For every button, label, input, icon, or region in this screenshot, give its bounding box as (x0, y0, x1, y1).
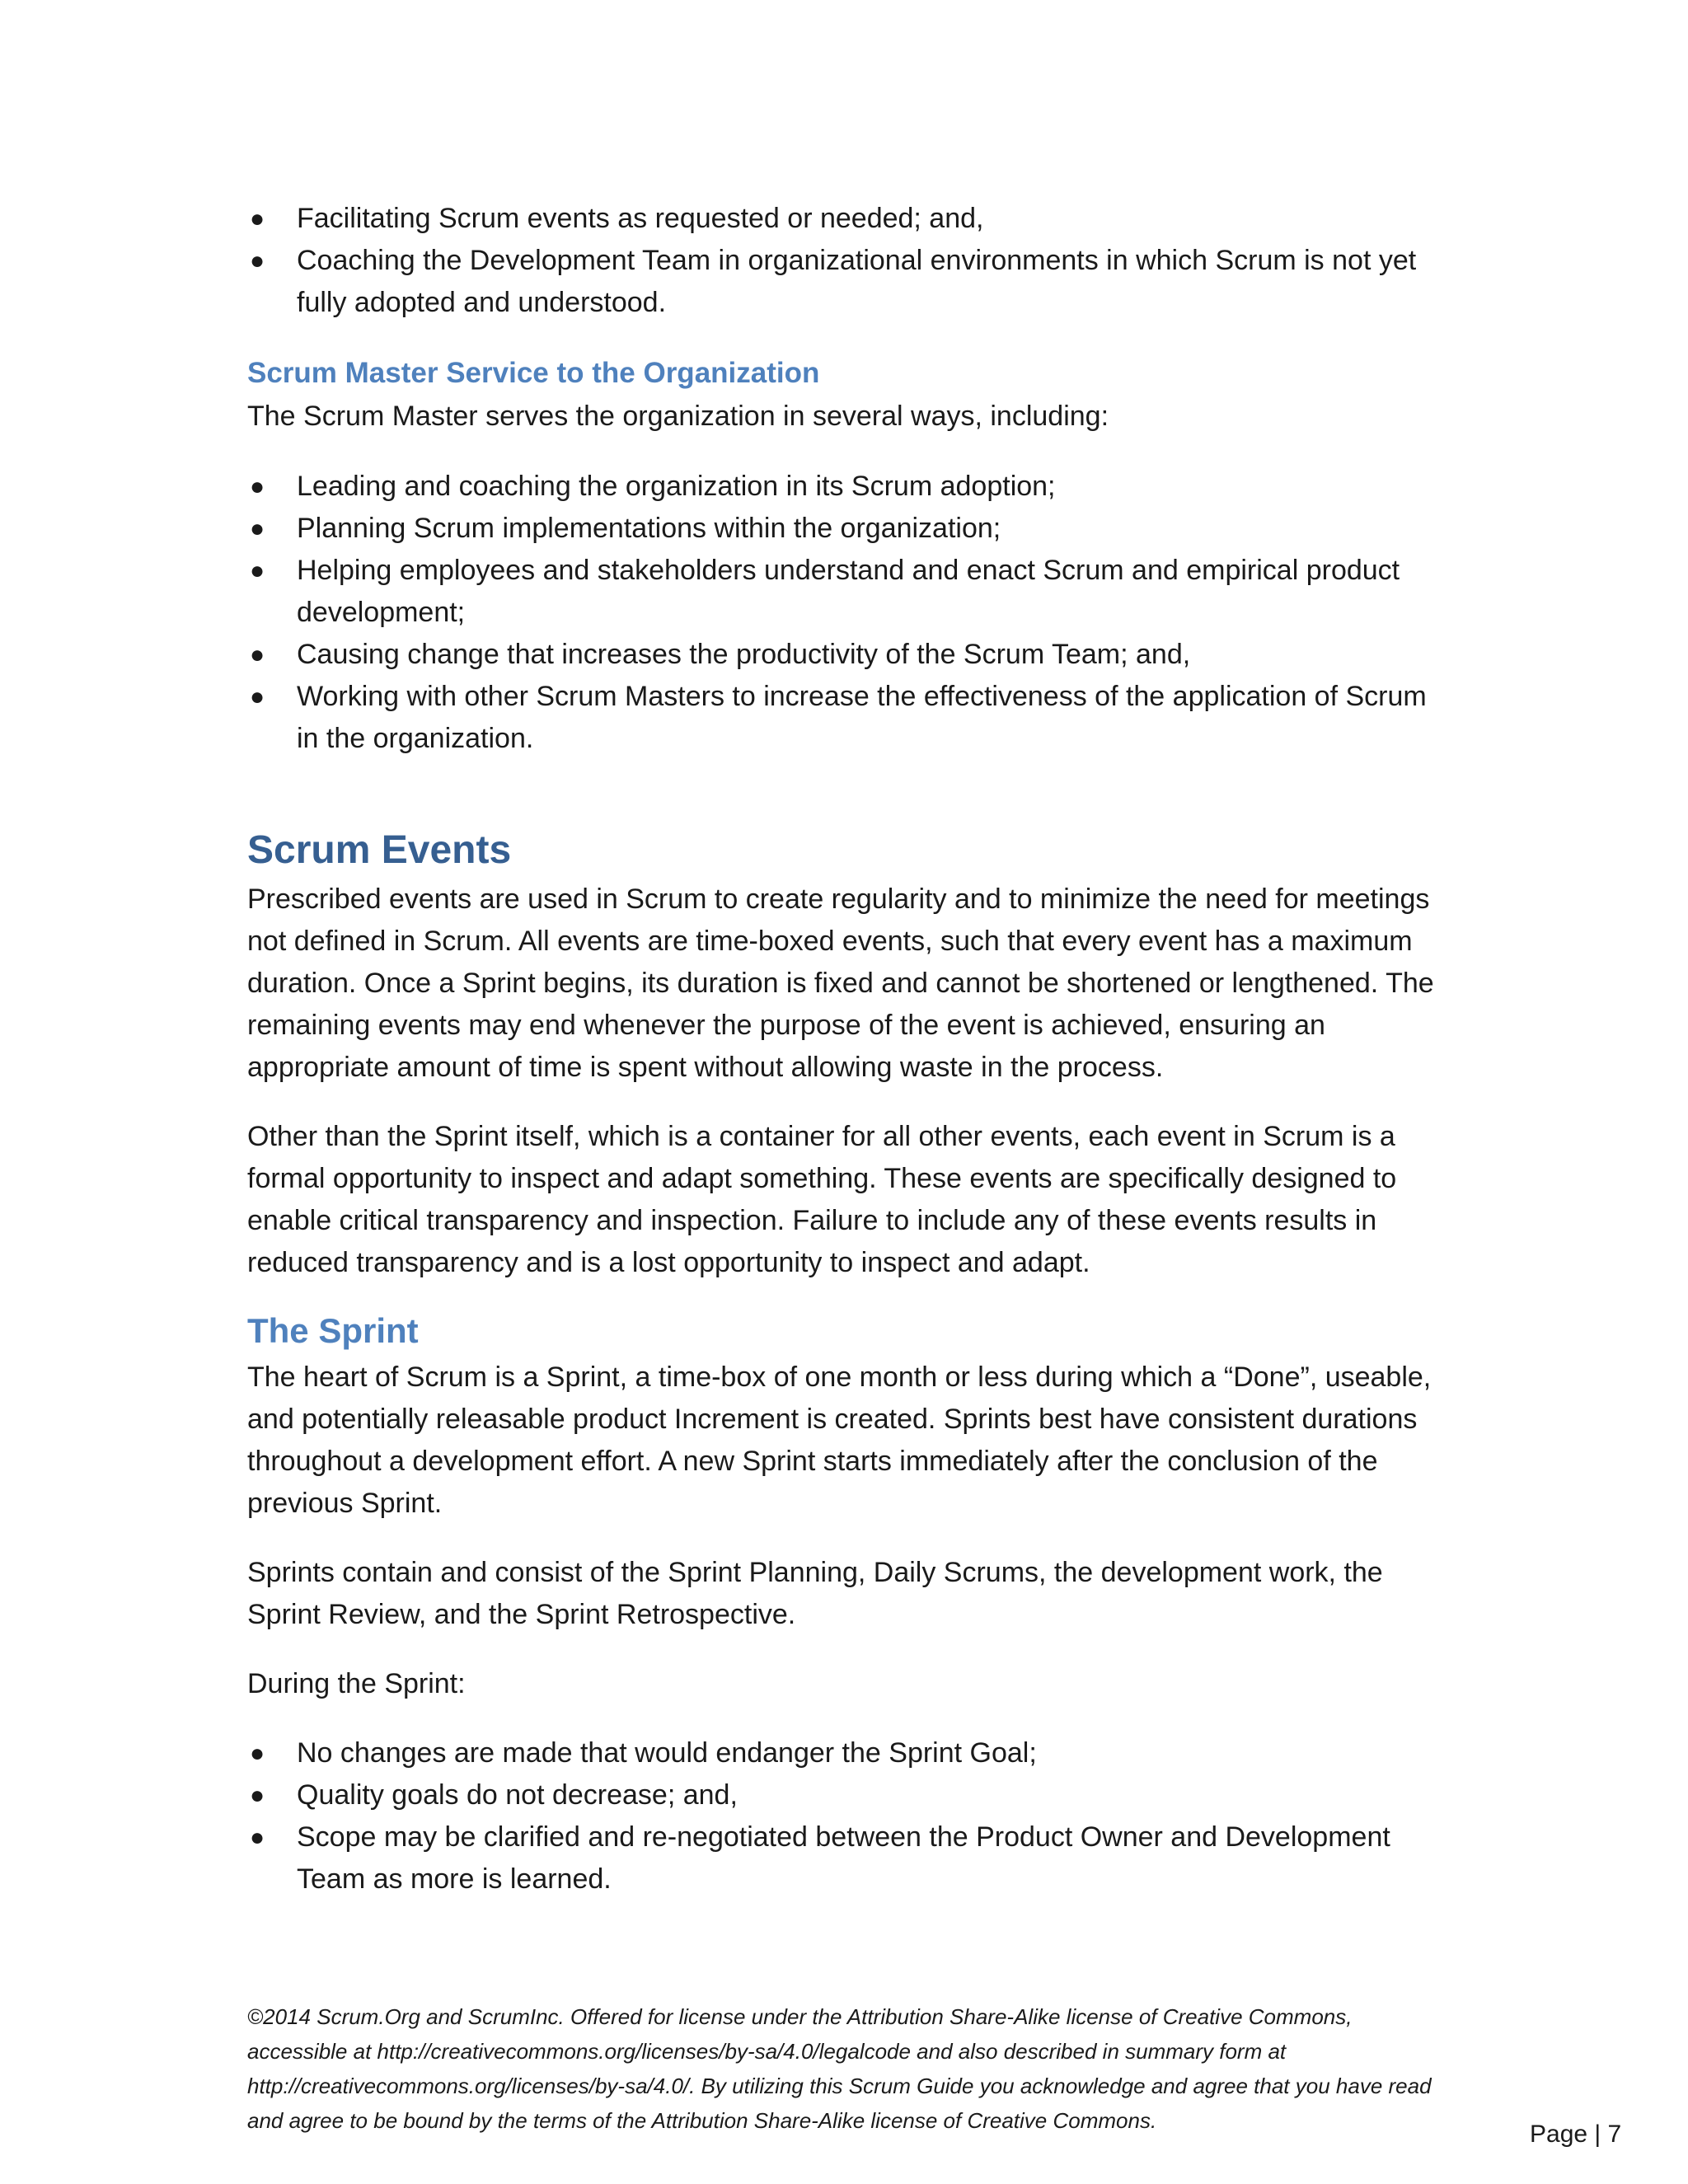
sprint-paragraph-3: During the Sprint: (247, 1668, 466, 1699)
bullet-icon: ● (249, 1782, 265, 1809)
page-content (247, 198, 1451, 1900)
bullet-icon: ● (249, 1740, 265, 1767)
org-service-heading: Scrum Master Service to the Organization (247, 357, 820, 389)
list-item: ● Working with other Scrum Masters to increase the effectiveness of the application of Scrum in the organization. (247, 676, 1451, 760)
sprint-paragraph-1: The heart of Scrum is a Sprint, a time-box of one month or less during which a “Done”, useable, and potentially releasable product Increment is created. Sprints best have consistent durations throughout a development effort. A new Sprint starts immediately after the conclusion of the previous Sprint. (247, 1361, 1432, 1519)
list-item: ● Scope may be clarified and re-negotiated between the Product Owner and Development Team as more is learned. (247, 1816, 1451, 1900)
list-item: ● No changes are made that would endanger the Sprint Goal; (247, 1732, 1451, 1774)
list-item: ● Facilitating Scrum events as requested or needed; and, (247, 198, 1451, 240)
scrum-events-heading: Scrum Events (247, 828, 512, 872)
bullet-icon: ● (249, 205, 265, 232)
list-item: ● Leading and coaching the organization in its Scrum adoption; (247, 466, 1451, 508)
list-item: ● Coaching the Development Team in organizational environments in which Scrum is not yet fully adopted and understood. (247, 240, 1451, 324)
scrum-events-paragraph-2: Other than the Sprint itself, which is a container for all other events, each event in Scrum is a formal opportunity to inspect and adapt something. These events are specifically designed to enable critical transparency and inspection. Failure to include any of these events results in reduced transparency and is a lost opportunity to inspect and adapt. (247, 1121, 1397, 1278)
bullet-icon: ● (249, 515, 265, 542)
list-item: ● Causing change that increases the productivity of the Scrum Team; and, (247, 634, 1451, 676)
bullet-icon: ● (249, 641, 265, 668)
bullet-icon: ● (249, 1824, 265, 1851)
sprint-paragraph-2: Sprints contain and consist of the Sprint Planning, Daily Scrums, the development work, the Sprint Review, and the Sprint Retrospective. (247, 1557, 1383, 1630)
org-service-intro: The Scrum Master serves the organization in several ways, including: (247, 401, 1109, 432)
org-service-bullet-list (247, 466, 1451, 760)
sprint-bullet-list (247, 1732, 1451, 1900)
list-item: ● Quality goals do not decrease; and, (247, 1774, 1451, 1816)
bullet-icon: ● (249, 557, 265, 584)
bullet-icon: ● (249, 683, 265, 710)
the-sprint-heading: The Sprint (247, 1311, 419, 1350)
top-bullet-list (247, 198, 1451, 324)
license-footer: ©2014 Scrum.Org and ScrumInc. Offered for license under the Attribution Share-Alike license of Creative Commons, accessible at http://creativecommons.org/licenses/by-sa/4.0/legalcode and also described in summary form at http://creativecommons.org/licenses/by-sa/4.0/. By utilizing this Scrum Guide you acknowledge and agree that you have read and agree to be bound by the terms of the Attribution Share-Alike license of Creative Commons. (247, 2004, 1432, 2133)
list-item: ● Helping employees and stakeholders understand and enact Scrum and empirical product development; (247, 550, 1451, 634)
scrum-events-paragraph-1: Prescribed events are used in Scrum to create regularity and to minimize the need for meetings not defined in Scrum. All events are time-boxed events, such that every event has a maximum duration. Once a Sprint begins, its duration is fixed and cannot be shortened or lengthened. The remaining events may end whenever the purpose of the event is achieved, ensuring an appropriate amount of time is spent without allowing waste in the process. (247, 883, 1434, 1083)
bullet-icon: ● (249, 473, 265, 500)
list-item: ● Planning Scrum implementations within the organization; (247, 508, 1451, 550)
bullet-icon: ● (249, 247, 265, 274)
page-number: Page | 7 (1530, 2121, 1622, 2148)
